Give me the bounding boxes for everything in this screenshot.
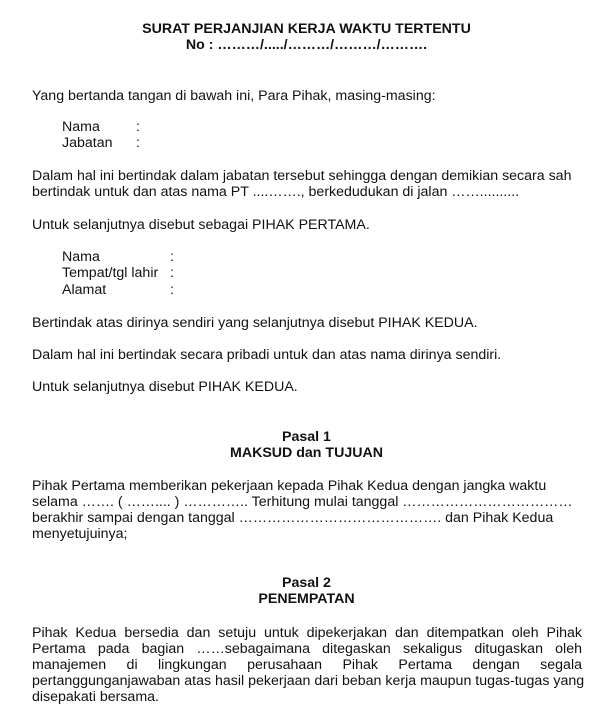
second-party-birth-field — [62, 265, 174, 282]
pasal-1-line-3: berakhir sampai dengan tanggal ……………………………………. dan Pihak Kedua — [32, 510, 554, 526]
second-party-address-field — [62, 282, 174, 299]
second-party-capacity: Bertindak atas dirinya sendiri yang selanjutnya disebut PIHAK KEDUA. — [32, 315, 478, 331]
pasal-2-line-5: disepakati bersama. — [32, 689, 159, 705]
first-party-name-field — [62, 119, 140, 136]
pasal-1-title: MAKSUD dan TUJUAN — [230, 445, 383, 461]
intro-line: Yang bertanda tangan di bawah ini, Para Pihak, masing-masing: — [32, 88, 436, 104]
pasal-2-line-3-text: manajemen di lingkungan perusahaan Pihak Pertama dengan segala — [32, 657, 582, 673]
first-party-position-field — [62, 135, 140, 152]
field-label: Nama — [62, 249, 100, 265]
first-party-capacity-line-2: bertindak untuk dan atas nama PT ....……., berkedudukan di jalan …….......... — [32, 184, 520, 200]
pasal-2-line-4: pertanggunganjawaban atas hasil pekerjaan dari beban kerja maupun tugas-tugas yang — [32, 673, 585, 689]
document-number: No : ………/...../………/………/………. — [185, 37, 428, 53]
pasal-1-number: Pasal 1 — [282, 429, 331, 445]
second-party-name-field — [62, 249, 174, 266]
second-party-designation: Untuk selanjutnya disebut PIHAK KEDUA. — [32, 379, 298, 395]
field-colon: : — [136, 135, 140, 151]
field-colon: : — [170, 282, 174, 298]
field-colon: : — [170, 249, 174, 265]
first-party-designation: Untuk selanjutnya disebut sebagai PIHAK PERTAMA. — [32, 217, 370, 233]
pasal-2-number: Pasal 2 — [282, 575, 331, 591]
pasal-1-line-4: menyetujuinya; — [32, 526, 128, 542]
field-label: Nama — [62, 119, 100, 135]
pasal-1-line-2: selama ……. ( …….... ) ………….. Terhitung mulai tanggal ……………………………… — [32, 494, 573, 510]
pasal-2-line-1-text: Pihak Kedua bersedia dan setuju untuk dipekerjakan dan ditempatkan oleh Pihak — [32, 625, 582, 641]
field-colon: : — [170, 265, 174, 281]
field-colon: : — [136, 119, 140, 135]
second-party-personal: Dalam hal ini bertindak secara pribadi untuk dan atas nama dirinya sendiri. — [32, 347, 502, 363]
field-label: Tempat/tgl lahir — [62, 265, 159, 281]
field-label: Alamat — [62, 282, 107, 298]
pasal-2-title: PENEMPATAN — [258, 591, 355, 607]
field-label: Jabatan — [62, 135, 113, 151]
first-party-capacity-line-1: Dalam hal ini bertindak dalam jabatan tersebut sehingga dengan demikian secara sah — [32, 168, 572, 184]
document-title: SURAT PERJANJIAN KERJA WAKTU TERTENTU — [142, 21, 471, 37]
pasal-1-line-1: Pihak Pertama memberikan pekerjaan kepada Pihak Kedua dengan jangka waktu — [32, 478, 547, 494]
pasal-2-line-2-text: Pertama pada bagian ……sebagaimana ditegaskan sekaligus ditugaskan oleh — [32, 641, 582, 657]
